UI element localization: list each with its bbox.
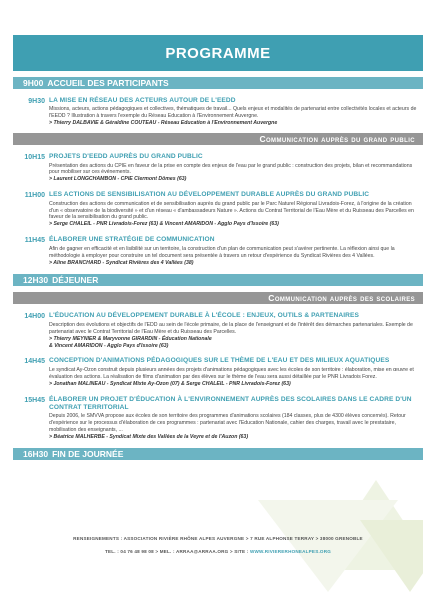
program-item xyxy=(13,396,423,441)
section-label: ACCUEIL DES PARTICIPANTS xyxy=(47,78,169,88)
item-description: Afin de gagner en efficacité et en lisibilité sur un territoire, la construction d'un plan de communication peut s'avérer pertinente. La réflexion ainsi que la méthodologie à employer pour construire un tel document sera présentée à travers un retour d'expérience du Syndicat Rivières des 4 Vallées. xyxy=(49,245,395,259)
item-description: Le syndicat Ay-Ozon construit depuis plusieurs années des projets d'animations pédagogiques avec les écoles de son territoire : élaboration, mise en œuvre et évaluation des actions. La réalisation de films d'animation par des élèves sur le thème de l'eau sera aussi détaillée par le PNR Livradois Forez. xyxy=(49,366,414,380)
item-speaker: & Vincent AMARIDON - Agglo Pays d'Issoire (63) xyxy=(49,342,169,349)
contact-footer xyxy=(13,536,423,554)
program-banner xyxy=(13,35,423,71)
item-title: L'ÉDUCATION AU DÉVELOPPEMENT DURABLE À L'ÉCOLE : ENJEUX, OUTILS & PARTENAIRES xyxy=(49,312,360,320)
decorative-triangle xyxy=(360,520,423,592)
footer-contact xyxy=(13,549,423,554)
footer-phone-mail: TEL. : 04 76 48 98 08 > MEL. : ARRAA@ARRAA.ORG > SITE : xyxy=(105,549,250,554)
program-item xyxy=(13,191,423,228)
program-item xyxy=(13,153,423,183)
section-bar-end xyxy=(13,448,423,460)
item-description: Missions, acteurs, actions pédagogiques et collectives, thématiques de travail... Quels enjeux et modalités de partenariat entre collectivités locales et acteurs de l'EEDD ? Illustration à travers l'exemple du Réseau Education à l'Environnement Auvergne. xyxy=(49,106,417,120)
item-speaker: > Aline BRANCHARD - Syndicat Rivières des 4 Vallées (38) xyxy=(49,259,194,266)
subsection-bar-schools: Communication auprès des scolaires xyxy=(13,292,423,304)
item-time: 14H45 xyxy=(24,358,45,366)
item-speaker: > Thierry DALBAVIE & Géraldine COUTEAU - Réseau Education à l'Environnement Auvergne xyxy=(49,120,278,127)
item-title: PROJETS D'EEDD AUPRÈS DU GRAND PUBLIC xyxy=(49,153,203,161)
section-bar-welcome xyxy=(13,77,423,89)
item-time: 11H45 xyxy=(24,237,45,245)
item-speaker: > Serge CHALEIL - PNR Livradois-Forez (63) & Vincent AMARIDON - Agglo Pays d'Issoire (63) xyxy=(49,221,279,228)
item-title: ÉLABORER UNE STRATÉGIE DE COMMUNICATION xyxy=(49,236,215,244)
footer-website-link[interactable]: WWW.RIVIERERHONEALPES.ORG xyxy=(249,549,331,554)
item-title: LES ACTIONS DE SENSIBILISATION AU DÉVELOPPEMENT DURABLE AUPRÈS DU GRAND PUBLIC xyxy=(49,191,370,199)
item-time: 15H45 xyxy=(24,396,45,404)
item-time: 10H15 xyxy=(24,154,45,162)
section-label: DÉJEUNER xyxy=(52,275,99,286)
program-page xyxy=(13,0,423,460)
item-description: Construction des actions de communication et de sensibilisation auprès du grand public par le Parc Naturel Régional Livradois-Forez, à l'origine de la création d'un « observatoire de la biodiversité » et d'un réseau « d'ambassadeurs Nature ». Actions du Contrat Territorial de l'Eau Mère et du Ruisseau des Parcelles en faveur de la sensibilisation du grand public. xyxy=(49,200,414,221)
program-item xyxy=(13,312,423,349)
section-time: 16H30 xyxy=(23,449,49,459)
section-time: 12H30 xyxy=(23,275,49,286)
program-title: PROGRAMME xyxy=(165,44,271,62)
section-label: FIN DE JOURNÉE xyxy=(52,449,124,459)
item-time: 11H00 xyxy=(24,192,45,200)
item-speaker: > Laurent LONGCHAMBON - CPIE Clermont Dômes (63) xyxy=(49,176,187,183)
program-item xyxy=(13,357,423,387)
item-description: Depuis 2006, le SMVVA propose aux écoles de son territoire des programmes d'animations scolaires (184 classes, plus de 4300 élèves concernés). Retour d'expérience sur le processus d'élaboration de ces programmes : partenariat avec l'Education Nationale, cahier des charges, travail avec le prestataire, mobilisation des enseignants, ... xyxy=(49,413,406,434)
item-speaker: > Béatrice MALHERBE - Syndicat Mixte des Vallées de la Veyre et de l'Auzon (63) xyxy=(49,434,249,441)
section-time: 9H00 xyxy=(23,78,44,88)
item-time: 14H00 xyxy=(24,313,45,321)
item-title: CONCEPTION D'ANIMATIONS PÉDAGOGIQUES SUR LE THÈME DE L'EAU ET DES MILIEUX AQUATIQUES xyxy=(49,357,390,365)
item-speaker: > Thierry MEYNIER & Maryvonne GIRARDIN - Éducation Nationale xyxy=(49,335,212,342)
footer-address: RENSEIGNEMENTS : ASSOCIATION RIVIÈRE RHÔNE ALPES AUVERGNE > 7 RUE ALPHONSE TERRAY > 38000 GRENOBLE xyxy=(73,536,363,541)
item-description: Description des évolutions et objectifs de l'EDD au sein de l'école primaire, de la place de l'enseignant et de l'intérêt des démarches partenariales. Exemple de partenariat avec le Contrat Territorial de l'Eau Mère et du Ruisseau des Parcelles. xyxy=(49,321,413,335)
item-title: ÉLABORER UN PROJET D'ÉDUCATION À L'ENVIRONNEMENT AUPRÈS DES SCOLAIRES DANS LE CADRE D'UN CONTRAT TERRITORIAL xyxy=(49,395,412,411)
item-description: Présentation des actions du CPIE en faveur de la prise en compte des enjeux de l'eau par le grand public : construction des projets, bilan et recommandations pour mobiliser sur ces événements. xyxy=(49,162,413,176)
program-item xyxy=(13,97,423,127)
item-time: 9H30 xyxy=(28,98,45,105)
item-title: LA MISE EN RÉSEAU DES ACTEURS AUTOUR DE L'EEDD xyxy=(49,97,236,104)
program-item xyxy=(13,236,423,266)
subsection-bar-public: Communication auprès du grand public xyxy=(13,133,423,145)
section-bar-lunch xyxy=(13,274,423,286)
item-speaker: > Jonathan MALINEAU - Syndicat Mixte Ay-Ozon (07) & Serge CHALEIL - PNR Livradois-Forez (63) xyxy=(49,380,291,387)
